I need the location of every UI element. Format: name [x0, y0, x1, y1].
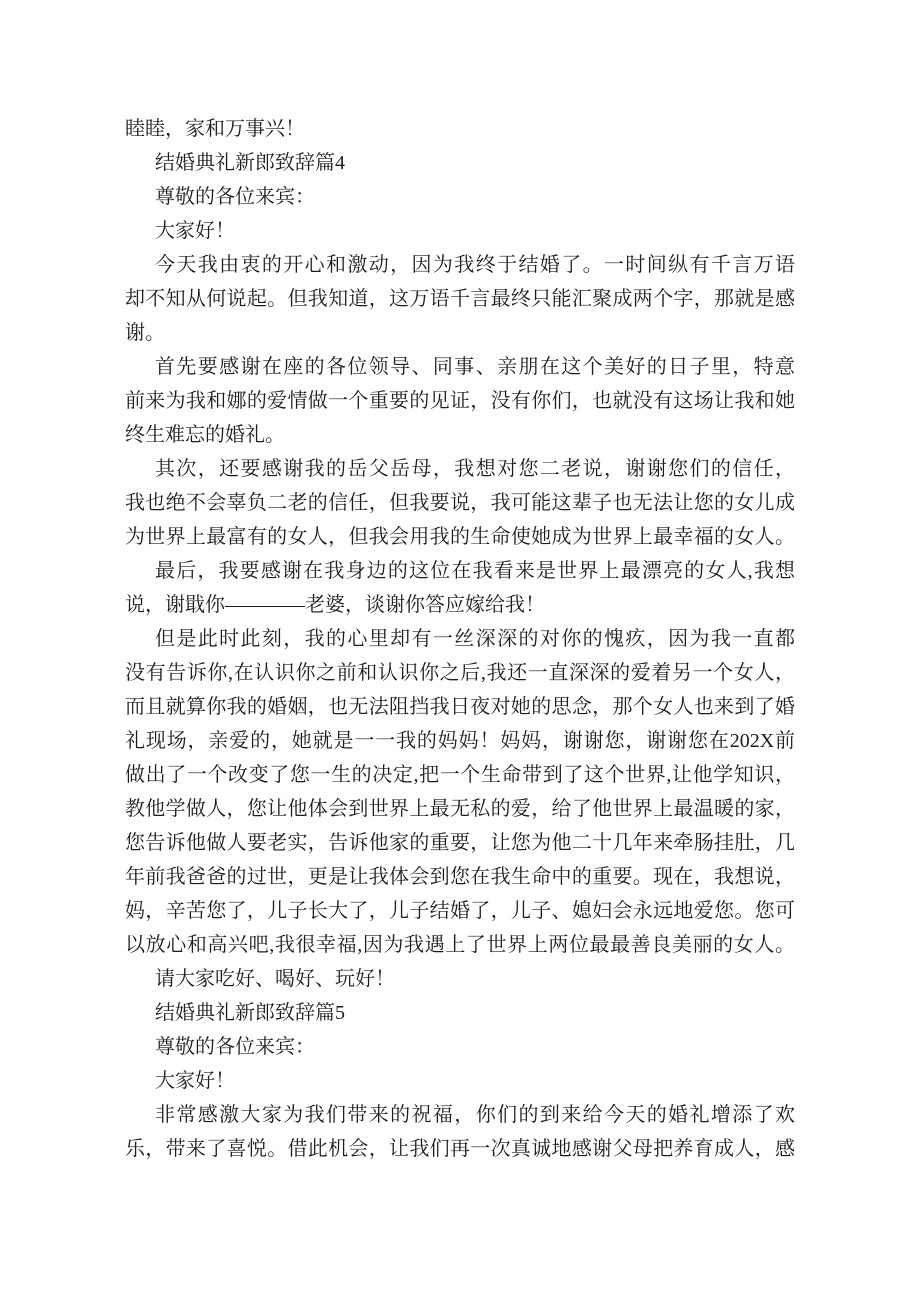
text-line: 说，谢戢你————老婆，谈谢你答应嫁给我！ — [125, 594, 545, 616]
text-line: 而且就算你我的婚姻，也无法阻挡我日夜对她的思念，那个女人也来到了婚 — [125, 696, 795, 718]
text-line: 其次，还要感谢我的岳父岳母，我想对您二老说，谢谢您们的信任， — [155, 458, 795, 480]
text-line: 教他学做人，您让他体会到世界上最无私的爱，给了他世界上最温暖的家， — [125, 798, 795, 820]
text-line: 妈，辛苦您了，儿子长大了，儿子结婚了，儿子、媳妇会永远地爱您。您可 — [125, 900, 795, 922]
text-line: 终生难忘的婚礼。 — [125, 424, 285, 446]
text-line: 礼现场，亲爱的，她就是一一我的妈妈！妈妈，谢谢您，谢谢您在202X前 — [125, 730, 795, 752]
text-line: 大家好！ — [155, 1070, 235, 1092]
text-line: 做出了一个改变了您一生的决定,把一个生命带到了这个世界,让他学知识， — [125, 764, 795, 786]
text-line: 我也绝不会辜负二老的信任，但我要说，我可能这辈子也无法让您的女儿成 — [125, 492, 795, 514]
text-block — [125, 112, 795, 1166]
text-line: 睦睦，家和万事兴！ — [125, 118, 305, 140]
text-line: 今天我由衷的开心和激动，因为我终于结婚了。一时间纵有千言万语 — [155, 254, 795, 276]
text-line: 却不知从何说起。但我知道，这万语千言最终只能汇聚成两个字，那就是感 — [125, 288, 795, 310]
text-line: 以放心和高兴吧,我很幸福,因为我遇上了世界上两位最最善良美丽的女人。 — [125, 934, 795, 956]
text-line: 谢。 — [125, 322, 165, 344]
text-line: 非常感激大家为我们带来的祝福，你们的到来给今天的婚礼增添了欢 — [155, 1104, 795, 1126]
text-line: 为世界上最富有的女人，但我会用我的生命使她成为世界上最幸福的女人。 — [125, 526, 795, 548]
text-line: 但是此时此刻，我的心里却有一丝深深的对你的愧疚，因为我一直都 — [155, 628, 795, 650]
text-line: 尊敬的各位来宾： — [155, 1036, 315, 1058]
text-line: 乐，带来了喜悦。借此机会，让我们再一次真诚地感谢父母把养育成人，感 — [125, 1138, 795, 1160]
text-line: 前来为我和娜的爱情做一个重要的见证，没有你们，也就没有这场让我和她 — [125, 390, 795, 412]
text-line: 年前我爸爸的过世，更是让我体会到您在我生命中的重要。现在，我想说， — [125, 866, 795, 888]
text-line: 请大家吃好、喝好、玩好！ — [155, 968, 395, 990]
text-line: 结婚典礼新郎致辞篇5 — [155, 1002, 345, 1024]
text-line: 您告诉他做人要老实，告诉他家的重要，让您为他二十几年来牵肠挂肚，几 — [125, 832, 795, 854]
text-line: 结婚典礼新郎致辞篇4 — [155, 152, 345, 174]
text-line: 没有告诉你,在认识你之前和认识你之后,我还一直深深的爱着另一个女人， — [125, 662, 795, 684]
text-line: 大家好！ — [155, 220, 235, 242]
text-line: 尊敬的各位来宾： — [155, 186, 315, 208]
text-line: 最后，我要感谢在我身边的这位在我看来是世界上最漂亮的女人,我想 — [155, 560, 795, 582]
text-line: 首先要感谢在座的各位领导、同事、亲朋在这个美好的日子里，特意 — [155, 356, 795, 378]
